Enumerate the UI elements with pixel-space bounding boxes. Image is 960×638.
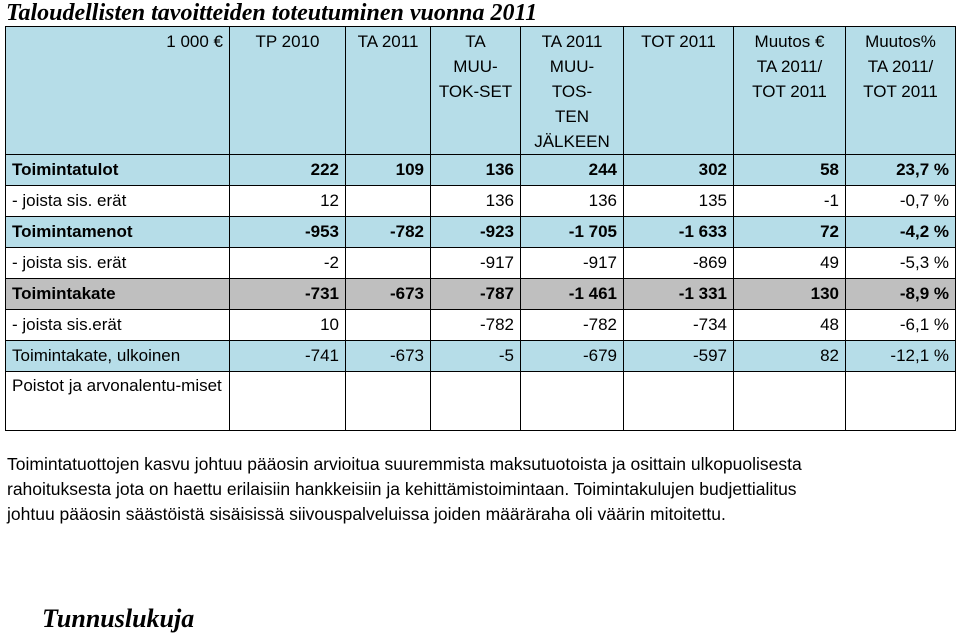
table-row [6, 341, 956, 372]
row-label: Toimintakate [6, 279, 230, 310]
paragraph-line: Toimintatuottojen kasvu johtuu pääosin arvioitua suuremmista maksutuotoista ja osittain ulkopuolisesta [7, 454, 802, 474]
table-cell: -782 [346, 217, 431, 248]
table-cell [734, 372, 846, 431]
table-cell: -917 [431, 248, 521, 279]
table-cell: -787 [431, 279, 521, 310]
table-cell: -869 [624, 248, 734, 279]
table-cell: -923 [431, 217, 521, 248]
column-header-line: Muutos% [865, 32, 936, 51]
table-cell [521, 372, 624, 431]
table-row [6, 155, 956, 186]
column-header-line: TOS- [551, 82, 593, 101]
table-header-row [6, 27, 956, 155]
table-cell: -673 [346, 279, 431, 310]
column-header [521, 27, 624, 155]
table-row [6, 279, 956, 310]
table-cell: 12 [230, 186, 346, 217]
column-header-line: TOK-SET [438, 82, 513, 101]
table-cell [346, 186, 431, 217]
table-cell: -6,1 % [846, 310, 956, 341]
table-cell: 58 [734, 155, 846, 186]
table-cell: 136 [431, 186, 521, 217]
table-cell: -0,7 % [846, 186, 956, 217]
table-cell: -1 [734, 186, 846, 217]
column-header-line: TA [465, 32, 486, 51]
column-header-line: 1 000 € [166, 32, 223, 51]
column-header [431, 27, 521, 155]
column-header [734, 27, 846, 155]
table-cell: -673 [346, 341, 431, 372]
table-cell: 136 [431, 155, 521, 186]
column-header [846, 27, 956, 155]
column-header [346, 27, 431, 155]
paragraph-line: johtuu pääosin säästöistä sisäisissä siivouspalveluissa joiden määräraha oli väärin mitoitettu. [7, 504, 726, 524]
table-cell: 136 [521, 186, 624, 217]
table-row [6, 248, 956, 279]
table-cell: -741 [230, 341, 346, 372]
row-label: - joista sis.erät [6, 310, 230, 341]
table-row [6, 372, 956, 431]
table-cell: 48 [734, 310, 846, 341]
explanation-paragraph [7, 452, 955, 527]
table-cell: -8,9 % [846, 279, 956, 310]
row-label: Poistot ja arvonalentu-miset [6, 372, 230, 431]
table-cell: 222 [230, 155, 346, 186]
table-cell: -1 331 [624, 279, 734, 310]
column-header-line: TOT 2011 [863, 82, 938, 101]
table-cell: 49 [734, 248, 846, 279]
table-cell: 109 [346, 155, 431, 186]
column-header-line: TOT 2011 [641, 32, 716, 51]
table-cell: 135 [624, 186, 734, 217]
table-cell: -4,2 % [846, 217, 956, 248]
table-cell: -5 [431, 341, 521, 372]
column-header-line: Muutos € [754, 32, 825, 51]
table-row [6, 186, 956, 217]
column-header-line: TA 2011/ [756, 57, 823, 76]
column-header-line: TEN [555, 107, 589, 126]
column-header [624, 27, 734, 155]
table-cell: 130 [734, 279, 846, 310]
table-cell: 302 [624, 155, 734, 186]
table-cell [624, 372, 734, 431]
table-cell [346, 310, 431, 341]
table-cell [846, 372, 956, 431]
table-cell: -734 [624, 310, 734, 341]
section-heading-key-figures: Tunnuslukuja [42, 604, 195, 633]
column-header [6, 27, 230, 155]
table-cell: -782 [521, 310, 624, 341]
table-cell [431, 372, 521, 431]
column-header-line: TA 2011 [541, 32, 603, 51]
page-title: Taloudellisten tavoitteiden toteutuminen vuonna 2011 [6, 0, 538, 26]
column-header-line: JÄLKEEN [534, 132, 610, 151]
row-label: Toimintatulot [6, 155, 230, 186]
table-cell [346, 248, 431, 279]
column-header-line: MUU- [549, 57, 595, 76]
paragraph-line: rahoituksesta jota on haettu erilaisiin hankkeisiin ja kehittämistoimintaan. Toimintakulujen budjettialitus [7, 479, 797, 499]
table-cell: 82 [734, 341, 846, 372]
financial-goals-table [5, 26, 956, 431]
table-cell: -679 [521, 341, 624, 372]
table-row [6, 310, 956, 341]
table-cell: 72 [734, 217, 846, 248]
table-cell: -1 633 [624, 217, 734, 248]
row-label: Toimintamenot [6, 217, 230, 248]
row-label: - joista sis. erät [6, 248, 230, 279]
column-header-line: MUU- [453, 57, 498, 76]
column-header [230, 27, 346, 155]
column-header-line: TA 2011 [357, 32, 419, 51]
table-cell: -953 [230, 217, 346, 248]
table-cell: -1 461 [521, 279, 624, 310]
table-cell: -597 [624, 341, 734, 372]
table-cell: 244 [521, 155, 624, 186]
table-cell: 10 [230, 310, 346, 341]
row-label: Toimintakate, ulkoinen [6, 341, 230, 372]
table-cell: 23,7 % [846, 155, 956, 186]
column-header-line: TOT 2011 [752, 82, 827, 101]
column-header-line: TP 2010 [255, 32, 320, 51]
table-cell: -731 [230, 279, 346, 310]
table-cell: -917 [521, 248, 624, 279]
table-cell: -2 [230, 248, 346, 279]
table-cell: -1 705 [521, 217, 624, 248]
table-cell [230, 372, 346, 431]
table-cell [346, 372, 431, 431]
table-row [6, 217, 956, 248]
table-cell: -5,3 % [846, 248, 956, 279]
row-label: - joista sis. erät [6, 186, 230, 217]
table-cell: -782 [431, 310, 521, 341]
table-cell: -12,1 % [846, 341, 956, 372]
column-header-line: TA 2011/ [867, 57, 934, 76]
